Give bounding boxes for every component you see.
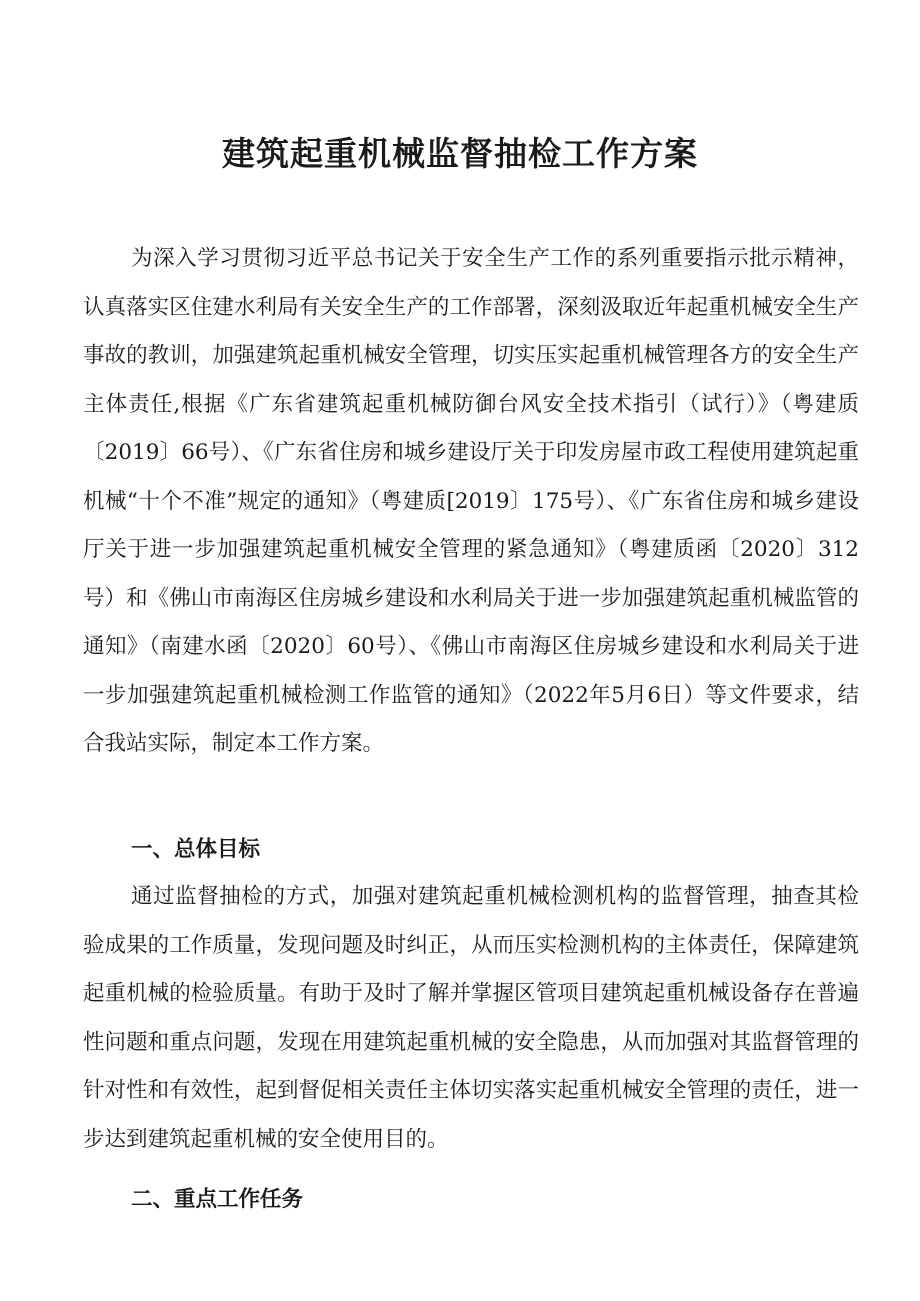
section-heading-overall-goal: 一、总体目标 xyxy=(131,837,261,862)
intro-paragraph: 为深入学习贯彻习近平总书记关于安全生产工作的系列重要指示批示精神，认真落实区住建水利局有关安全生产的工作部署，深刻汲取近年起重机械安全生产事故的教训，加强建筑起重机械安全管理，切实压实起重机械管理各方的安全生产主体责任,根据《广东省建筑起重机械防御台风安全技术指引（试行）》（粤建质〔2019〕66号）、《广东省住房和城乡建设厅关于印发房屋市政工程使用建筑起重机械“十个不准”规定的通知》（粤建质[2019〕175号）、《广东省住房和城乡建设厅关于进一步加强建筑起重机械安全管理的紧急通知》（粤建质函〔2020〕312号）和《佛山市南海区住房城乡建设和水利局关于进一步加强建筑起重机械监管的通知》（南建水函〔2020〕60号）、《佛山市南海区住房城乡建设和水利局关于进一步加强建筑起重机械检测工作监管的通知》（2022年5月6日）等文件要求，结合我站实际，制定本工作方案。 xyxy=(83,246,859,756)
document-title: 建筑起重机械监督抽检工作方案 xyxy=(222,134,698,173)
section-heading-key-tasks: 二、重点工作任务 xyxy=(131,1187,304,1212)
overall-goal-paragraph: 通过监督抽检的方式，加强对建筑起重机械检测机构的监督管理，抽查其检验成果的工作质量，发现问题及时纠正，从而压实检测机构的主体责任，保障建筑起重机械的检验质量。有助于及时了解并掌握区管项目建筑起重机械设备存在普遍性问题和重点问题，发现在用建筑起重机械的安全隐患，从而加强对其监督管理的针对性和有效性，起到督促相关责任主体切实落实起重机械安全管理的责任，进一步达到建筑起重机械的安全使用目的。 xyxy=(83,884,859,1152)
